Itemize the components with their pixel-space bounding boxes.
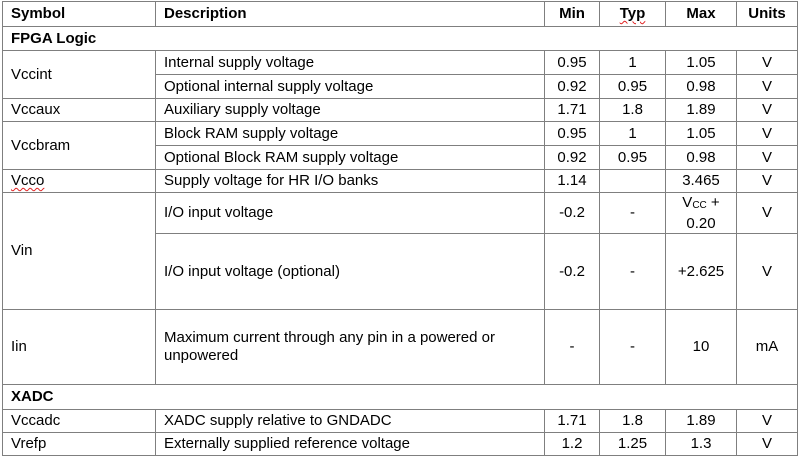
units-cell: mA	[737, 310, 798, 385]
max-cell: 0.98	[666, 75, 737, 99]
units-cell: V	[737, 75, 798, 99]
max-cell: 3.465	[666, 170, 737, 193]
typ-cell: -	[600, 193, 666, 234]
symbol-vcco	[3, 170, 156, 193]
min-cell: 1.2	[545, 433, 600, 456]
symbol-vccbram: Vccbram	[3, 122, 156, 170]
typ-cell: 0.95	[600, 146, 666, 170]
typ-cell: 1.25	[600, 433, 666, 456]
symbol-vrefp: Vrefp	[3, 433, 156, 456]
desc-cell: Optional internal supply voltage	[156, 75, 545, 99]
units-cell: V	[737, 193, 798, 234]
typ-cell: 1.8	[600, 410, 666, 433]
section-fpga-logic: FPGA Logic	[3, 27, 798, 51]
header-max: Max	[666, 2, 737, 27]
symbol-iin: Iin	[3, 310, 156, 385]
table-row	[3, 193, 798, 234]
min-cell: 1.71	[545, 410, 600, 433]
max-cell: 1.89	[666, 410, 737, 433]
header-units: Units	[737, 2, 798, 27]
min-cell: -0.2	[545, 193, 600, 234]
spec-table	[2, 1, 798, 456]
symbol-vin: Vin	[3, 193, 156, 310]
min-cell: 1.14	[545, 170, 600, 193]
desc-cell: I/O input voltage (optional)	[156, 234, 545, 310]
min-cell: 0.92	[545, 75, 600, 99]
max-cell: 10	[666, 310, 737, 385]
min-cell: 1.71	[545, 99, 600, 122]
table-row	[3, 433, 798, 456]
symbol-vcco-text: Vcco	[11, 172, 45, 189]
units-cell: V	[737, 234, 798, 310]
typ-cell: 1	[600, 51, 666, 75]
max-vcc-plus: +	[706, 193, 720, 211]
max-cell	[666, 193, 737, 234]
units-cell: V	[737, 410, 798, 433]
header-typ-text: Typ	[619, 5, 646, 22]
table-row	[3, 51, 798, 75]
max-vcc-subscript: CC	[692, 199, 707, 211]
desc-cell: Internal supply voltage	[156, 51, 545, 75]
header-symbol: Symbol	[3, 2, 156, 27]
units-cell: V	[737, 51, 798, 75]
max-vcc-offset: 0.20	[686, 214, 716, 232]
max-cell: 1.89	[666, 99, 737, 122]
units-cell: V	[737, 99, 798, 122]
symbol-vccadc: Vccadc	[3, 410, 156, 433]
header-description: Description	[156, 2, 545, 27]
table-row	[3, 170, 798, 193]
units-cell: V	[737, 122, 798, 146]
symbol-vccint: Vccint	[3, 51, 156, 99]
section-row-fpga	[3, 27, 798, 51]
desc-cell: Auxiliary supply voltage	[156, 99, 545, 122]
max-cell: 0.98	[666, 146, 737, 170]
min-cell: -	[545, 310, 600, 385]
max-cell: +2.625	[666, 234, 737, 310]
desc-cell: XADC supply relative to GNDADC	[156, 410, 545, 433]
typ-cell: 0.95	[600, 75, 666, 99]
min-cell: 0.95	[545, 51, 600, 75]
units-cell: V	[737, 170, 798, 193]
desc-cell: Maximum current through any pin in a powered or unpowered	[156, 310, 545, 385]
header-min: Min	[545, 2, 600, 27]
typ-cell	[600, 170, 666, 193]
header-typ	[600, 2, 666, 27]
units-cell: V	[737, 433, 798, 456]
table-row	[3, 310, 798, 385]
units-cell: V	[737, 146, 798, 170]
table-row	[3, 99, 798, 122]
desc-cell: Supply voltage for HR I/O banks	[156, 170, 545, 193]
desc-cell: I/O input voltage	[156, 193, 545, 234]
max-cell: 1.05	[666, 51, 737, 75]
section-xadc: XADC	[3, 385, 798, 410]
max-vcc-symbol: V	[682, 193, 693, 211]
min-cell: -0.2	[545, 234, 600, 310]
table-row	[3, 122, 798, 146]
symbol-vccaux: Vccaux	[3, 99, 156, 122]
desc-cell: Externally supplied reference voltage	[156, 433, 545, 456]
min-cell: 0.95	[545, 122, 600, 146]
typ-cell: 1	[600, 122, 666, 146]
desc-cell: Block RAM supply voltage	[156, 122, 545, 146]
table-row	[3, 410, 798, 433]
max-cell: 1.05	[666, 122, 737, 146]
section-row-xadc	[3, 385, 798, 410]
desc-cell: Optional Block RAM supply voltage	[156, 146, 545, 170]
typ-cell: -	[600, 310, 666, 385]
max-cell: 1.3	[666, 433, 737, 456]
min-cell: 0.92	[545, 146, 600, 170]
header-row	[3, 2, 798, 27]
typ-cell: 1.8	[600, 99, 666, 122]
typ-cell: -	[600, 234, 666, 310]
